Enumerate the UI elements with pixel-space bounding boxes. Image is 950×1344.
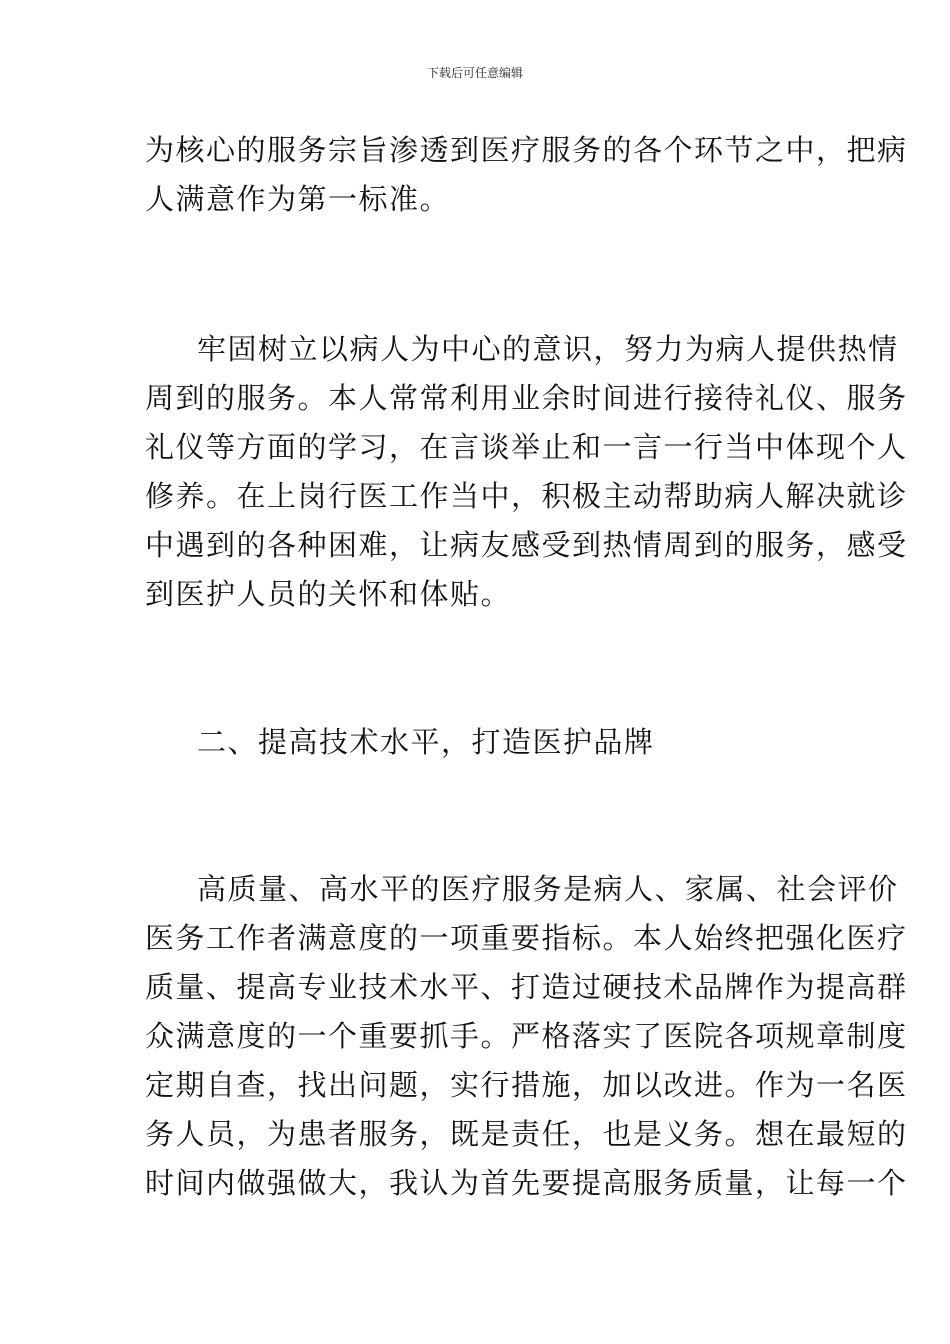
paragraph-2-line-4: 修养。在上岗行医工作当中，积极主动帮助病人解决就诊 [145,479,908,513]
paragraph-3-line-2: 医务工作者满意度的一项重要指标。本人始终把强化医疗 [145,921,908,955]
paragraph-3-line-6: 务人员，为患者服务，既是责任，也是义务。想在最短的 [145,1117,908,1151]
page-header-note: 下载后可任意编辑 [426,66,523,80]
paragraph-1-line-2: 人满意作为第一标准。 [145,182,451,216]
paragraph-3-line-3: 质量、提高专业技术水平、打造过硬技术品牌作为提高群 [145,970,908,1004]
paragraph-2-line-6: 到医护人员的关怀和体贴。 [145,577,512,611]
paragraph-1-line-1: 为核心的服务宗旨渗透到医疗服务的各个环节之中，把病 [145,133,908,167]
paragraph-3-line-7: 时间内做强做大，我认为首先要提高服务质量，让每一个 [145,1166,908,1200]
section-heading: 二、提高技术水平，打造医护品牌 [197,725,655,759]
paragraph-2-line-5: 中遇到的各种困难，让病友感受到热情周到的服务，感受 [145,528,908,562]
paragraph-2-line-2: 周到的服务。本人常常利用业余时间进行接待礼仪、服务 [145,381,908,415]
paragraph-3-line-5: 定期自查，找出问题，实行措施，加以改进。作为一名医 [145,1068,908,1102]
paragraph-2-line-3: 礼仪等方面的学习，在言谈举止和一言一行当中体现个人 [145,430,908,464]
paragraph-3-line-4: 众满意度的一个重要抓手。严格落实了医院各项规章制度 [145,1019,908,1053]
paragraph-3-line-1: 高质量、高水平的医疗服务是病人、家属、社会评价 [197,872,899,906]
paragraph-2-line-1: 牢固树立以病人为中心的意识，努力为病人提供热情 [197,332,899,366]
